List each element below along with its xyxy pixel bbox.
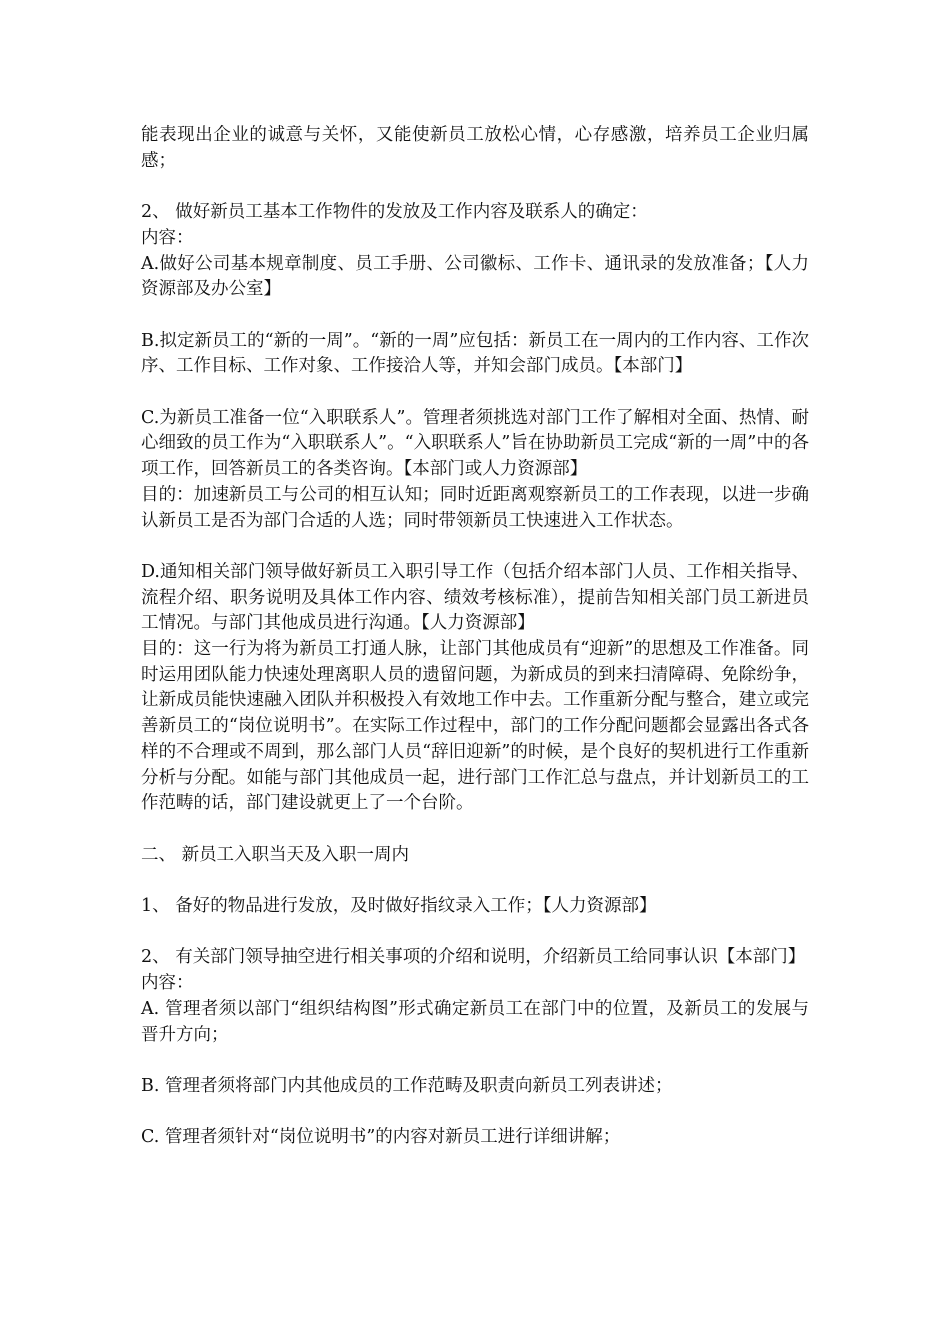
blank-line <box>141 303 809 329</box>
paragraph: C. 管理者须针对“岗位说明书”的内容对新员工进行详细讲解； <box>141 1127 621 1148</box>
paragraph: A. 管理者须以部门“组织结构图”形式确定新员工在部门中的位置，及新员工的发展与晋升方向； <box>141 998 809 1045</box>
blank-line <box>141 380 809 406</box>
blank-line <box>141 174 809 200</box>
blank-line <box>141 1048 809 1074</box>
paragraph: 内容： <box>141 227 194 248</box>
paragraph: 2、 做好新员工基本工作物件的发放及工作内容及联系人的确定： <box>141 202 648 223</box>
paragraph: 内容： <box>141 973 194 994</box>
paragraph: 1、 备好的物品进行发放，及时做好指纹录入工作；【人力资源部】 <box>141 896 657 916</box>
paragraph: B. 管理者须将部门内其他成员的工作范畴及职责向新员工列表讲述； <box>141 1075 673 1096</box>
paragraph: 能表现出企业的诚意与关怀，又能使新员工放松心情，心存感激，培养员工企业归属感； <box>141 125 809 171</box>
paragraph: 目的：这一行为将为新员工打通人脉，让部门其他成员有“迎新”的思想及工作准备。同时运用团队能力快速处理离职人员的遗留问题，为新成员的到来扫清障碍、免除纷争，让新成员能快速融入团队并积极投入有效地工作中去。工作重新分配与整合，建立或完善新员工的“岗位说明书”。在实际工作过程中，部门的工作分配问题都会显露出各式各样的不合理或不周到，那么部门人员“辞旧迎新”的时候，是个良好的契机进行工作重新分析与分配。如能与部门其他成员一起，进行部门工作汇总与盘点，并计划新员工的工作范畴的话，部门建设就更上了一个台阶。 <box>141 639 809 814</box>
blank-line <box>141 868 809 894</box>
paragraph: B.拟定新员工的“新的一周”。“新的一周”应包括：新员工在一周内的工作内容、工作次序、工作目标、工作对象、工作接洽人等，并知会部门成员。【本部门】 <box>141 330 809 377</box>
blank-line <box>141 920 809 946</box>
paragraph: 目的：加速新员工与公司的相互认知；同时近距离观察新员工的工作表现，以进一步确认新员工是否为部门合适的人选；同时带领新员工快速进入工作状态。 <box>141 484 809 531</box>
paragraph: D.通知相关部门领导做好新员工入职引导工作（包括介绍本部门人员、工作相关指导、流程介绍、职务说明及具体工作内容、绩效考核标准），提前告知相关部门员工新进员工情况。与部门其他成员进行沟通。【人力资源部】 <box>141 561 809 634</box>
blank-line <box>141 534 809 560</box>
paragraph: C.为新员工准备一位“入职联系人”。管理者须挑选对部门工作了解相对全面、热情、耐心细致的员工作为“入职联系人”。“入职联系人”旨在协助新员工完成“新的一周”中的各项工作，回答新员工的各类咨询。【本部门或人力资源部】 <box>141 407 809 480</box>
paragraph: 2、 有关部门领导抽空进行相关事项的介绍和说明，介绍新员工给同事认识【本部门】 <box>141 947 806 968</box>
paragraph: A.做好公司基本规章制度、员工手册、公司徽标、工作卡、通讯录的发放准备；【人力资源部及办公室】 <box>141 253 809 300</box>
document-body <box>141 123 809 1151</box>
blank-line <box>141 817 809 843</box>
paragraph: 二、 新员工入职当天及入职一周内 <box>141 844 410 865</box>
blank-line <box>141 1100 809 1126</box>
